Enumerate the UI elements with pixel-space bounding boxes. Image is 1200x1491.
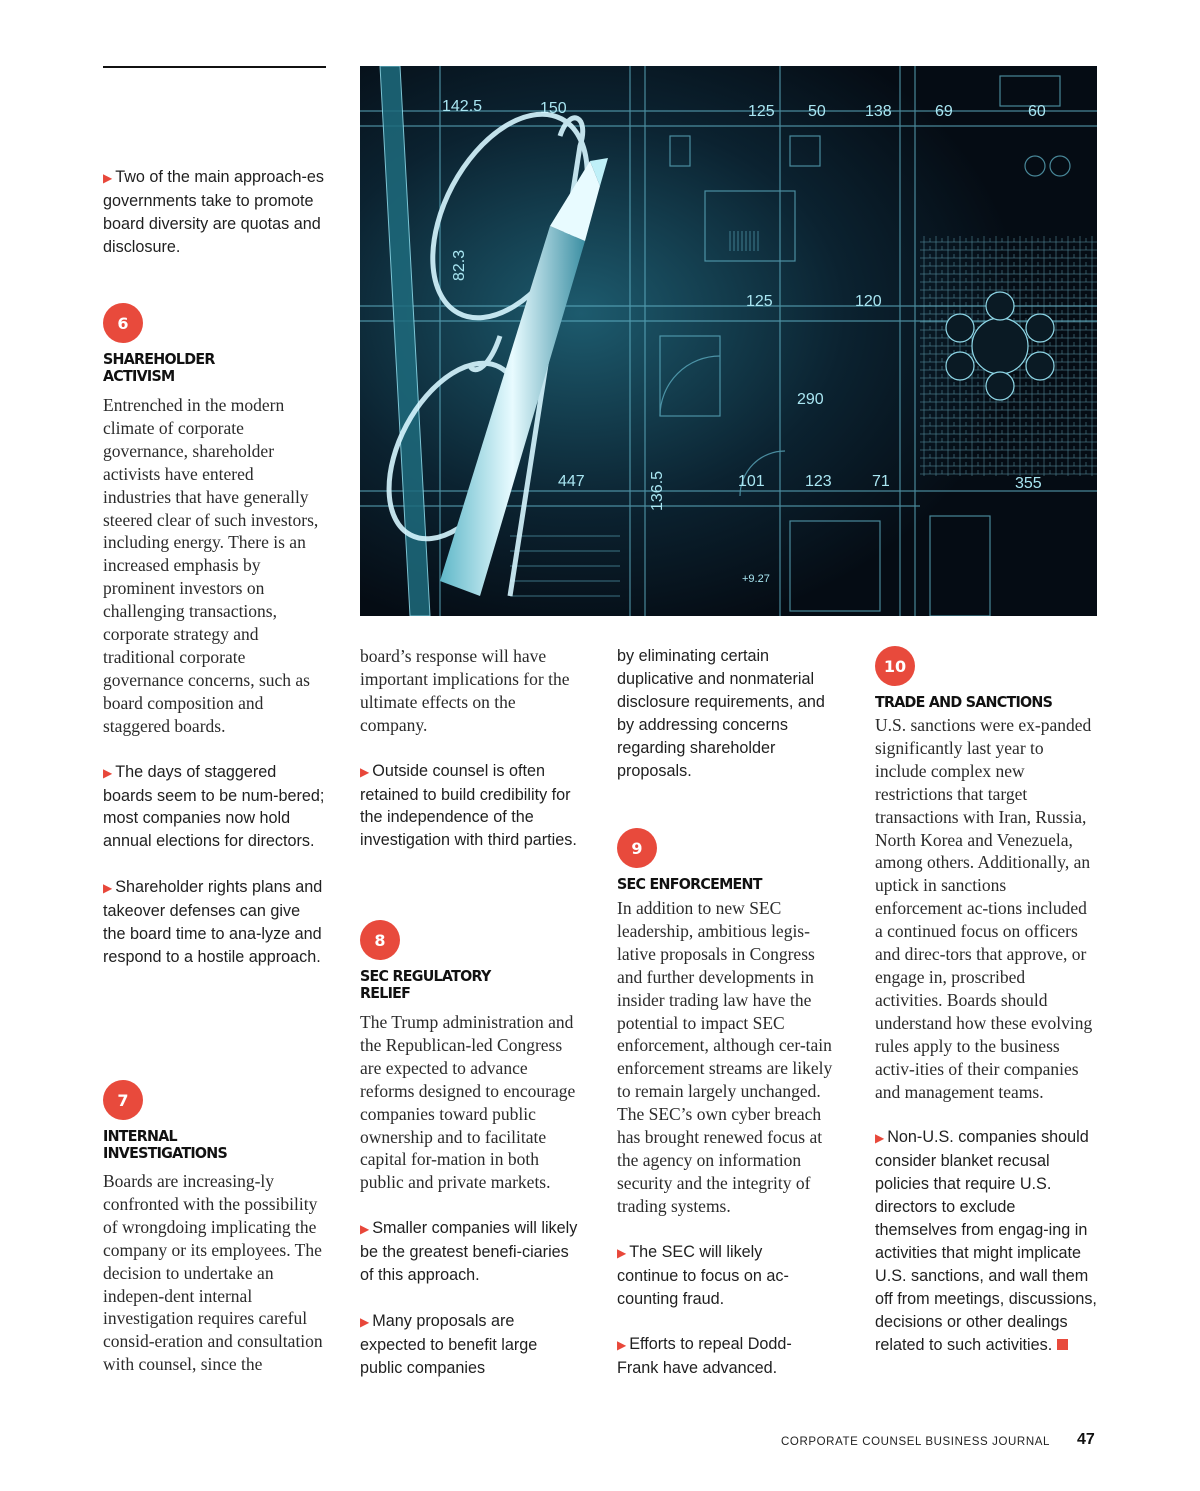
svg-text:101: 101 <box>738 473 765 490</box>
bullet-triangle-icon: ▶ <box>617 1245 627 1260</box>
svg-text:120: 120 <box>855 293 882 310</box>
svg-text:290: 290 <box>797 391 824 408</box>
continued-text: by eliminating certain duplicative and nonmaterial disclosure requirements, and by addressing concerns regarding shareholder proposals. <box>617 647 825 780</box>
section-9-content <box>617 897 843 1380</box>
bullet-triangle-icon: ▶ <box>360 1314 370 1329</box>
section-7 <box>103 1080 238 1162</box>
section-number-badge: 7 <box>103 1080 143 1120</box>
bullet-item: ▶ Outside counsel is often retained to build credibility for the independence of the investigation with third parties. <box>360 761 577 850</box>
blueprint-illustration <box>360 66 1097 616</box>
section-9 <box>617 828 774 893</box>
intro-bullet: ▶ Two of the main approach-es governments take to promote board diversity are quotas and disclosure. <box>103 168 324 256</box>
bullet-triangle-icon: ▶ <box>360 764 370 779</box>
section-number-badge: 10 <box>875 646 915 686</box>
continued-text: board’s response will have important implications for the ultimate effects on the company. <box>360 646 570 735</box>
section-7-content <box>103 1170 329 1376</box>
section-body: Entrenched in the modern climate of corporate governance, shareholder activists have entered industries that have generally steered clear of such investors, including energy. There is an increased emphasis by prominent investors on challenging transactions, corporate strategy and traditional corporate governance concerns, such as board composition and staggered boards. <box>103 395 319 736</box>
svg-text:138: 138 <box>865 103 892 120</box>
bullet-item: ▶ Non-U.S. companies should consider blanket recusal policies that require U.S. directors to exclude themselves from engag-ing in activities that might implicate U.S. sanctions, and wall them off from meetings, discussions, decisions or other dealings related to such activities. <box>875 1128 1097 1354</box>
bullet-triangle-icon: ▶ <box>103 171 113 185</box>
section-8 <box>360 920 502 1002</box>
svg-text:+9.27: +9.27 <box>742 573 770 585</box>
svg-text:123: 123 <box>805 473 832 490</box>
section-body: The Trump administration and the Republican-led Congress are expected to advance reforms designed to encourage companies toward public ownership and to facilitate capital for-mation in both public and private markets. <box>360 1012 576 1193</box>
section-number-badge: 8 <box>360 920 400 960</box>
column-2 <box>360 645 586 852</box>
bullet-triangle-icon: ▶ <box>103 765 113 780</box>
bullet-item: ▶ Smaller companies will likely be the greatest benefi-ciaries of this approach. <box>360 1219 578 1285</box>
bullet-item: ▶ Shareholder rights plans and takeover defenses can give the board time to ana-lyze and respond to a hostile approach. <box>103 878 323 966</box>
section-body: U.S. sanctions were ex-panded significantly last year to include complex new restrictions that target transactions with Iran, Russia, North Korea and Venezuela, among others. Additionally, an uptick in sanctions enforcement ac-tions included a continued focus on officers and direc-tors that approve, or engage in, proscribed activities. Boards should understand how these evolving rules apply to the business activ-ities of their companies and management teams. <box>875 715 1093 1102</box>
bullet-triangle-icon: ▶ <box>617 1338 627 1353</box>
section-10-content <box>875 714 1101 1356</box>
bullet-item: ▶ The days of staggered boards seem to be num-bered; most companies now hold annual elections for directors. <box>103 762 325 851</box>
bullet-item: ▶ Efforts to repeal Dodd-Frank have advanced. <box>617 1335 792 1378</box>
svg-text:50: 50 <box>808 103 826 120</box>
section-6-content <box>103 394 329 969</box>
section-heading: SEC REGULATORY RELIEF <box>360 967 491 1002</box>
publication-title: CORPORATE COUNSEL BUSINESS JOURNAL <box>781 1436 1050 1448</box>
top-rule <box>103 66 326 68</box>
svg-text:60: 60 <box>1028 103 1046 120</box>
section-6 <box>103 303 224 385</box>
bullet-item: ▶ The SEC will likely continue to focus on ac-counting fraud. <box>617 1242 789 1308</box>
svg-text:71: 71 <box>872 473 890 490</box>
column-3 <box>617 645 843 782</box>
page-number: 47 <box>1077 1431 1095 1448</box>
section-number-badge: 6 <box>103 303 143 343</box>
section-body: In addition to new SEC leadership, ambitious legis-lative proposals in Congress and further developments in insider trading law have the potential to impact SEC enforcement, although cer-tain enforcement streams are likely to remain largely unchanged. The SEC’s own cyber breach has brought renewed focus at the agency on information security and the integrity of trading systems. <box>617 898 833 1216</box>
bullet-triangle-icon: ▶ <box>360 1222 370 1237</box>
section-8-content <box>360 1011 586 1380</box>
section-number-badge: 9 <box>617 828 657 868</box>
section-heading: TRADE AND SANCTIONS <box>875 693 1053 711</box>
section-heading: SHAREHOLDER ACTIVISM <box>103 350 215 385</box>
svg-text:355: 355 <box>1015 475 1042 492</box>
column-1 <box>103 166 329 259</box>
bullet-triangle-icon: ▶ <box>875 1131 885 1146</box>
svg-text:150: 150 <box>540 100 567 117</box>
section-heading: INTERNAL INVESTIGATIONS <box>103 1127 228 1162</box>
section-heading: SEC ENFORCEMENT <box>617 875 762 893</box>
svg-text:142.5: 142.5 <box>442 98 483 115</box>
end-mark-icon <box>1057 1339 1068 1350</box>
blueprint-photo <box>360 66 1097 616</box>
svg-text:69: 69 <box>935 103 953 120</box>
bullet-triangle-icon: ▶ <box>103 881 113 896</box>
svg-text:82.3: 82.3 <box>451 249 468 281</box>
section-10 <box>875 646 1068 711</box>
svg-text:447: 447 <box>558 473 585 490</box>
bullet-item: ▶ Many proposals are expected to benefit large public companies <box>360 1311 538 1377</box>
svg-text:125: 125 <box>748 103 775 120</box>
svg-text:125: 125 <box>746 293 773 310</box>
svg-text:136.5: 136.5 <box>649 470 666 511</box>
section-body: Boards are increasing-ly confronted with the possibility of wrongdoing implicating the company or its employees. The decision to undertake an indepen-dent internal investigation requires careful consid-eration and consultation with counsel, since the <box>103 1171 323 1375</box>
